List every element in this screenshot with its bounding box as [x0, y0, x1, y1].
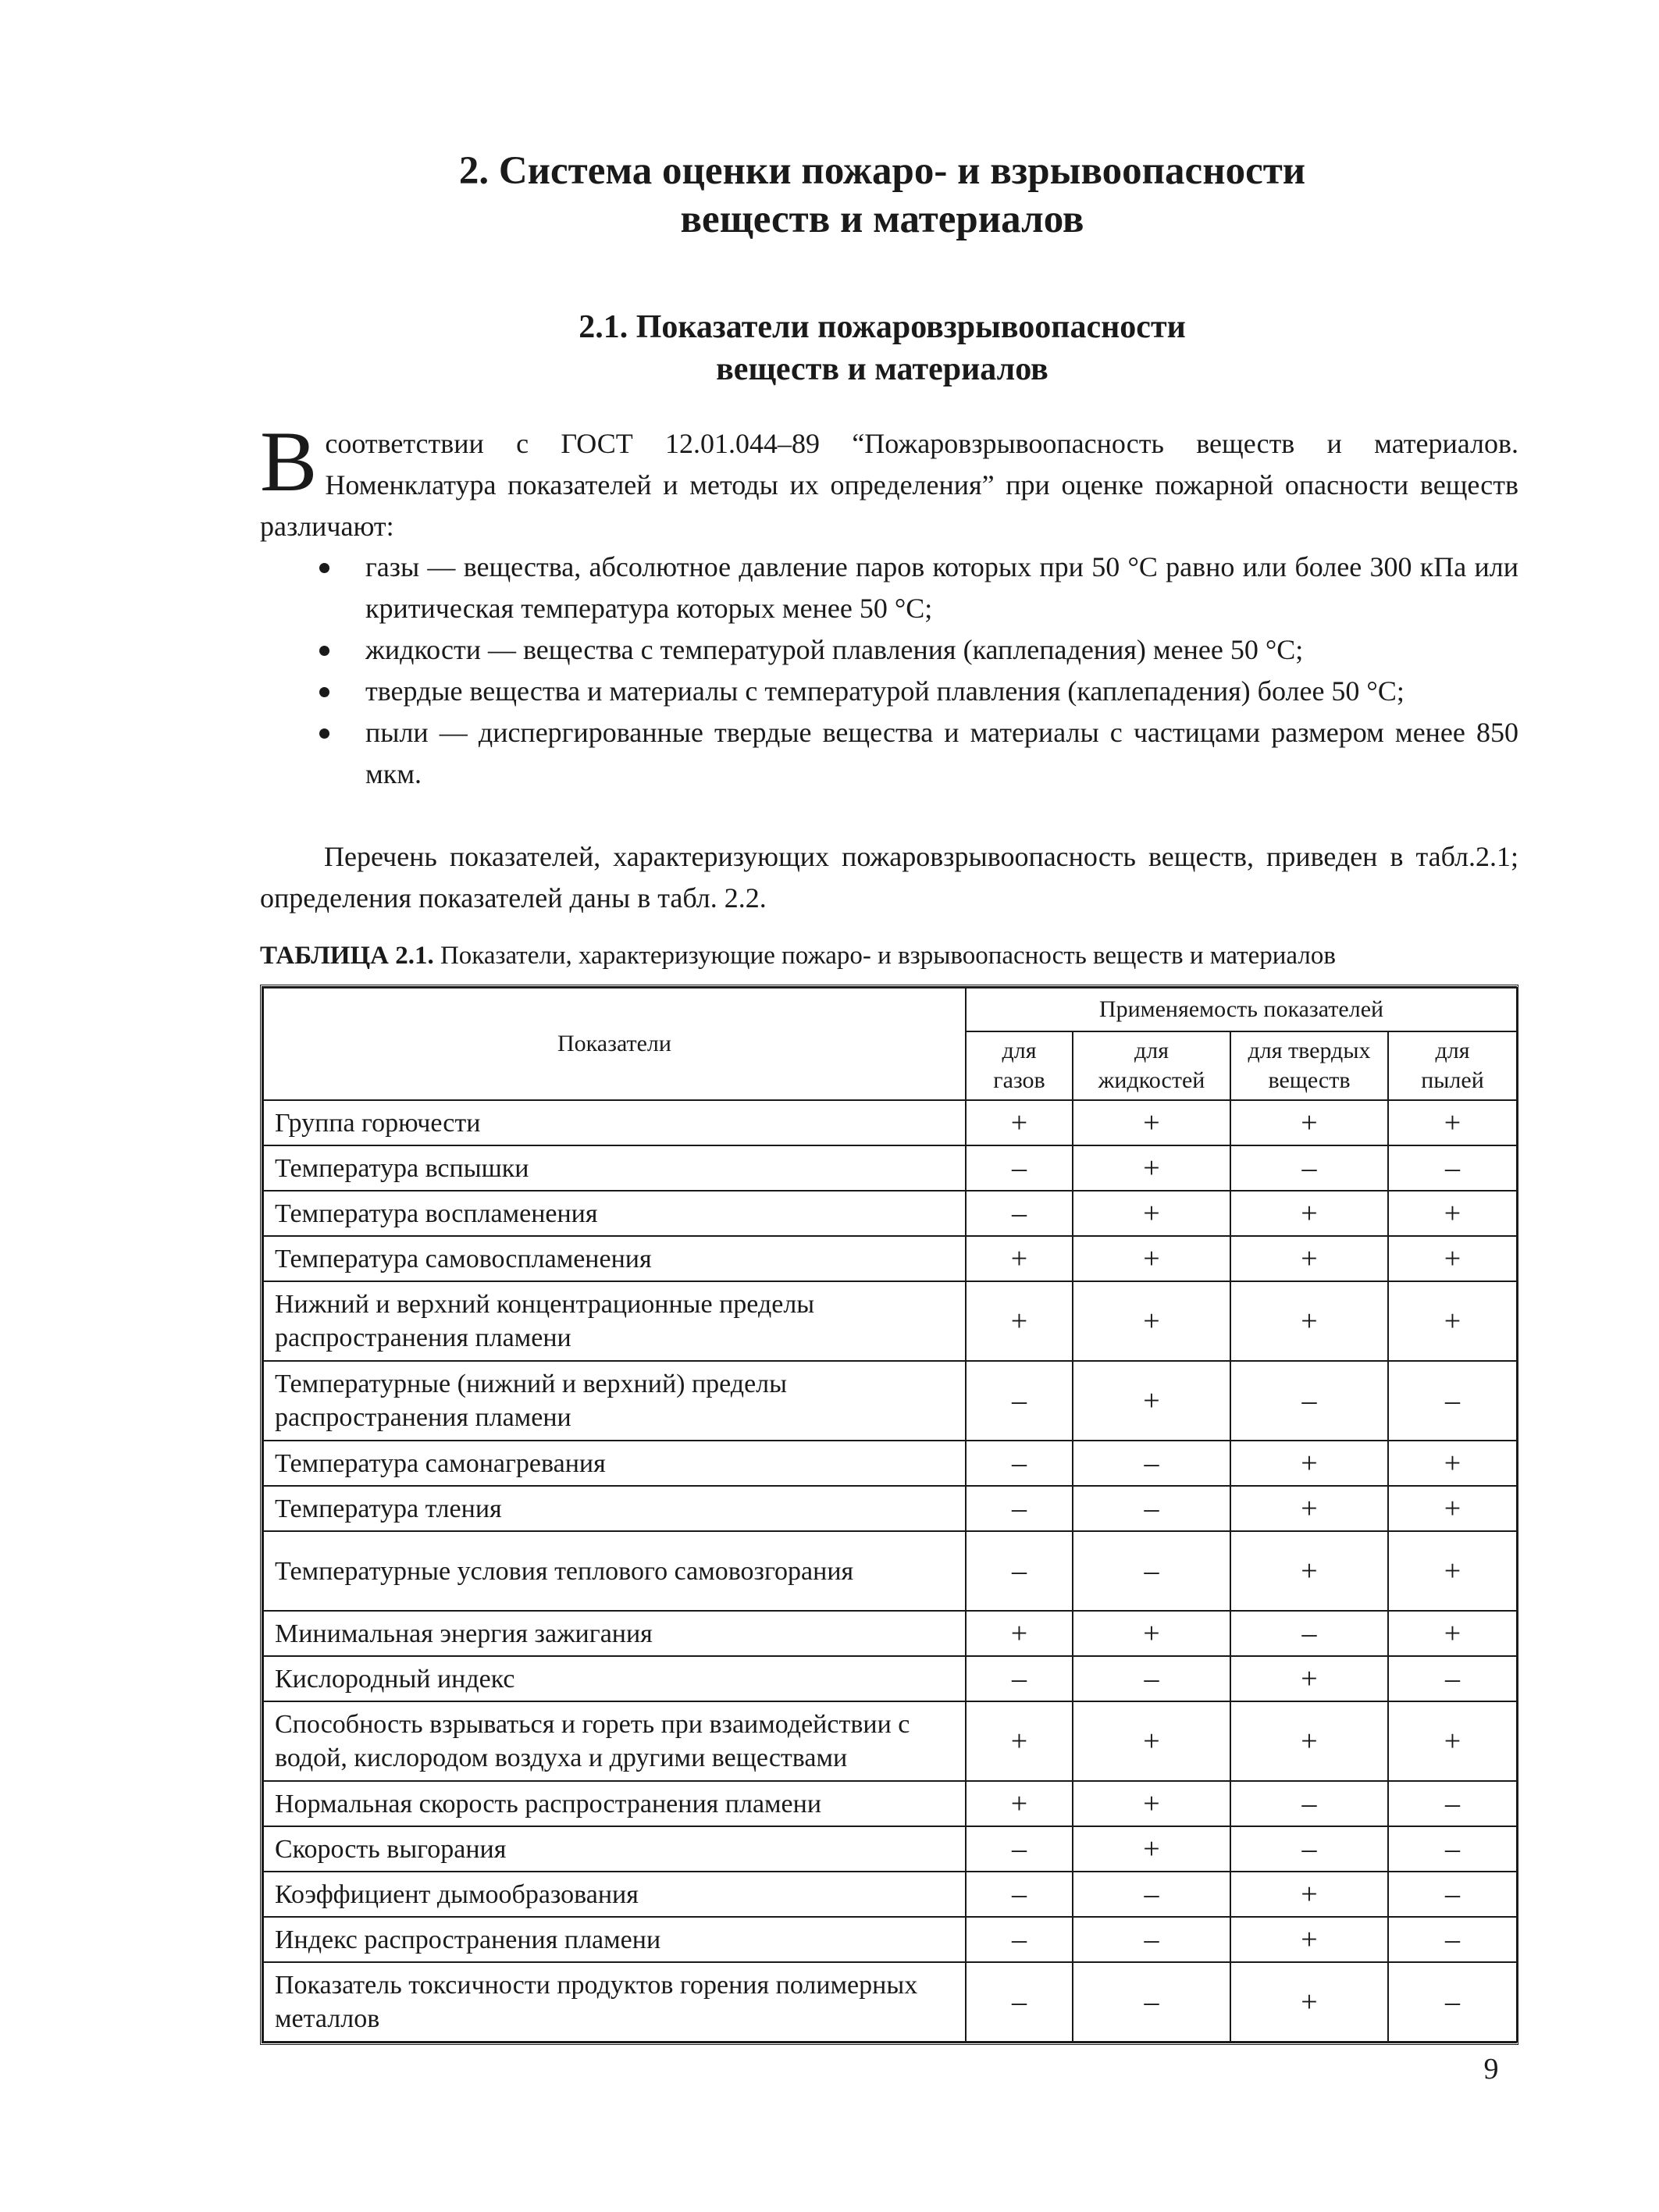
applicability-mark: – [1388, 1361, 1517, 1441]
applicability-mark: – [1073, 1872, 1230, 1917]
applicability-mark: + [1073, 1191, 1230, 1236]
indicator-name: Температура тления [263, 1486, 966, 1531]
indicator-name: Способность взрываться и гореть при взаимодействии с водой, кислородом воздуха и другими веществами [263, 1701, 966, 1781]
indicator-name: Индекс распространения пламени [263, 1917, 966, 1962]
applicability-mark: – [966, 1872, 1073, 1917]
intro-paragraph [260, 414, 1518, 547]
indicator-name: Коэффициент дымообразования [263, 1872, 966, 1917]
applicability-mark: + [966, 1236, 1073, 1281]
applicability-mark: – [1073, 1917, 1230, 1962]
table-row [263, 1361, 1517, 1441]
applicability-mark: + [1230, 1701, 1388, 1781]
page-number: 9 [1483, 2053, 1499, 2086]
table-row [263, 1872, 1517, 1917]
indicator-name: Температура воспламенения [263, 1191, 966, 1236]
applicability-mark: – [966, 1531, 1073, 1611]
chapter-title-line-2: веществ и материалов [680, 198, 1084, 241]
indicator-name: Группа горючести [263, 1100, 966, 1145]
applicability-mark: + [1230, 1656, 1388, 1701]
applicability-mark: + [1073, 1281, 1230, 1361]
applicability-mark: + [1388, 1701, 1517, 1781]
applicability-mark: + [1230, 1962, 1388, 2042]
applicability-mark: + [1073, 1701, 1230, 1781]
applicability-mark: + [1073, 1145, 1230, 1191]
applicability-mark: + [1230, 1236, 1388, 1281]
applicability-mark: + [1388, 1100, 1517, 1145]
table-row [263, 1486, 1517, 1531]
table-row [263, 1281, 1517, 1361]
applicability-mark: + [1388, 1486, 1517, 1531]
table-caption-label: ТАБЛИЦА 2.1. [260, 942, 434, 970]
applicability-mark: – [1388, 1781, 1517, 1826]
applicability-mark: – [966, 1826, 1073, 1872]
table-row [263, 1531, 1517, 1611]
indicator-name: Температура самонагревания [263, 1441, 966, 1486]
applicability-mark: – [1073, 1656, 1230, 1701]
applicability-mark: – [1073, 1441, 1230, 1486]
indicator-name: Температура вспышки [263, 1145, 966, 1191]
applicability-mark: – [966, 1656, 1073, 1701]
applicability-mark: + [1073, 1361, 1230, 1441]
bullet-icon [319, 563, 329, 573]
section-title-line-1: 2.1. Показатели пожаровзрывоопасности [579, 309, 1186, 345]
indicator-name: Температурные условия теплового самовозгорания [263, 1531, 966, 1611]
table-row [263, 1100, 1517, 1145]
applicability-mark: + [1073, 1611, 1230, 1656]
applicability-mark: + [966, 1281, 1073, 1361]
indicator-name: Нижний и верхний концентрационные пределы распространения пламени [263, 1281, 966, 1361]
list-item: твердые вещества и материалы с температурой плавления (каплепадения) более 50 °С; [316, 671, 1518, 712]
applicability-mark: – [966, 1486, 1073, 1531]
indicators-table [260, 985, 1518, 2045]
applicability-mark: + [966, 1100, 1073, 1145]
applicability-mark: + [1230, 1100, 1388, 1145]
table-caption [260, 939, 1518, 973]
table-row [263, 1191, 1517, 1236]
applicability-mark: – [1230, 1611, 1388, 1656]
table-row [263, 1826, 1517, 1872]
indicator-name: Минимальная энергия зажигания [263, 1611, 966, 1656]
section-title-line-2: веществ и материалов [716, 351, 1048, 387]
applicability-mark: + [966, 1781, 1073, 1826]
drop-cap: В [260, 414, 318, 509]
table-caption-text: Показатели, характеризующие пожаро- и взрывоопасность веществ и материалов [433, 942, 1336, 970]
indicator-name: Температурные (нижний и верхний) пределы распространения пламени [263, 1361, 966, 1441]
applicability-mark: – [1388, 1872, 1517, 1917]
applicability-mark: – [1230, 1145, 1388, 1191]
reference-paragraph: Перечень показателей, характеризующих пожаровзрывоопасность веществ, приведен в табл.2.1; определения показателей даны в табл. 2.2. [260, 841, 1518, 914]
column-header: для газов [966, 1031, 1073, 1100]
applicability-mark: – [1388, 1145, 1517, 1191]
bullet-icon [319, 687, 329, 697]
applicability-mark: – [966, 1917, 1073, 1962]
section-title [258, 306, 1507, 390]
applicability-mark: + [1230, 1917, 1388, 1962]
indicator-name: Показатель токсичности продуктов горения полимерных металлов [263, 1962, 966, 2042]
applicability-mark: – [966, 1962, 1073, 2042]
applicability-mark: + [1073, 1236, 1230, 1281]
applicability-mark: + [1388, 1531, 1517, 1611]
indicator-name: Кислородный индекс [263, 1656, 966, 1701]
intro-text: соответствии с ГОСТ 12.01.044–89 “Пожаровзрывоопасность веществ и материалов. Номенклатура показателей и методы их определения” при оценке пожарной опасности веществ различают: [260, 428, 1518, 542]
applicability-mark: – [1388, 1826, 1517, 1872]
applicability-mark: – [1073, 1486, 1230, 1531]
applicability-mark: – [1230, 1826, 1388, 1872]
header-indicators: Показатели [263, 988, 966, 1100]
applicability-mark: + [1388, 1611, 1517, 1656]
table-row [263, 1781, 1517, 1826]
chapter-title-line-1: 2. Система оценки пожаро- и взрывоопасности [458, 149, 1306, 193]
applicability-mark: – [1388, 1917, 1517, 1962]
indicator-name: Скорость выгорания [263, 1826, 966, 1872]
table-row [263, 1962, 1517, 2042]
applicability-mark: – [1073, 1962, 1230, 2042]
table-row [263, 1236, 1517, 1281]
column-header: для твердых веществ [1230, 1031, 1388, 1100]
table-row [263, 1701, 1517, 1781]
list-item: пыли — диспергированные твердые вещества и материалы с частицами размером менее 850 мкм. [316, 712, 1518, 795]
applicability-mark: – [1073, 1531, 1230, 1611]
column-header: для жидкостей [1073, 1031, 1230, 1100]
applicability-mark: – [966, 1145, 1073, 1191]
table-row [263, 1611, 1517, 1656]
applicability-mark: + [1230, 1872, 1388, 1917]
applicability-mark: + [1073, 1826, 1230, 1872]
applicability-mark: + [1388, 1281, 1517, 1361]
applicability-mark: – [1230, 1361, 1388, 1441]
table-row [263, 1917, 1517, 1962]
indicator-name: Температура самовоспламенения [263, 1236, 966, 1281]
applicability-mark: + [966, 1701, 1073, 1781]
applicability-mark: + [1230, 1486, 1388, 1531]
applicability-mark: – [966, 1361, 1073, 1441]
applicability-mark: + [1230, 1531, 1388, 1611]
applicability-mark: + [1230, 1441, 1388, 1486]
table-row [263, 1441, 1517, 1486]
chapter-title [258, 147, 1507, 244]
table-row [263, 1145, 1517, 1191]
applicability-mark: – [966, 1191, 1073, 1236]
applicability-mark: + [1388, 1236, 1517, 1281]
list-item: газы — вещества, абсолютное давление паров которых при 50 °С равно или более 300 кПа или критическая температура которых менее 50 °С; [316, 547, 1518, 629]
header-applicability: Применяемость показателей [966, 988, 1517, 1031]
indicator-name: Нормальная скорость распространения пламени [263, 1781, 966, 1826]
applicability-mark: – [1388, 1962, 1517, 2042]
applicability-mark: + [1073, 1100, 1230, 1145]
table-row [263, 1656, 1517, 1701]
bullet-icon [319, 646, 329, 656]
applicability-mark: + [1230, 1191, 1388, 1236]
applicability-mark: + [1388, 1441, 1517, 1486]
applicability-mark: + [966, 1611, 1073, 1656]
column-header: для пылей [1388, 1031, 1517, 1100]
substance-types-list [316, 547, 1518, 795]
bullet-icon [319, 728, 329, 739]
applicability-mark: – [1388, 1656, 1517, 1701]
applicability-mark: – [1230, 1781, 1388, 1826]
list-item: жидкости — вещества с температурой плавления (каплепадения) менее 50 °С; [316, 629, 1518, 671]
applicability-mark: – [966, 1441, 1073, 1486]
applicability-mark: + [1230, 1281, 1388, 1361]
applicability-mark: + [1388, 1191, 1517, 1236]
applicability-mark: + [1073, 1781, 1230, 1826]
